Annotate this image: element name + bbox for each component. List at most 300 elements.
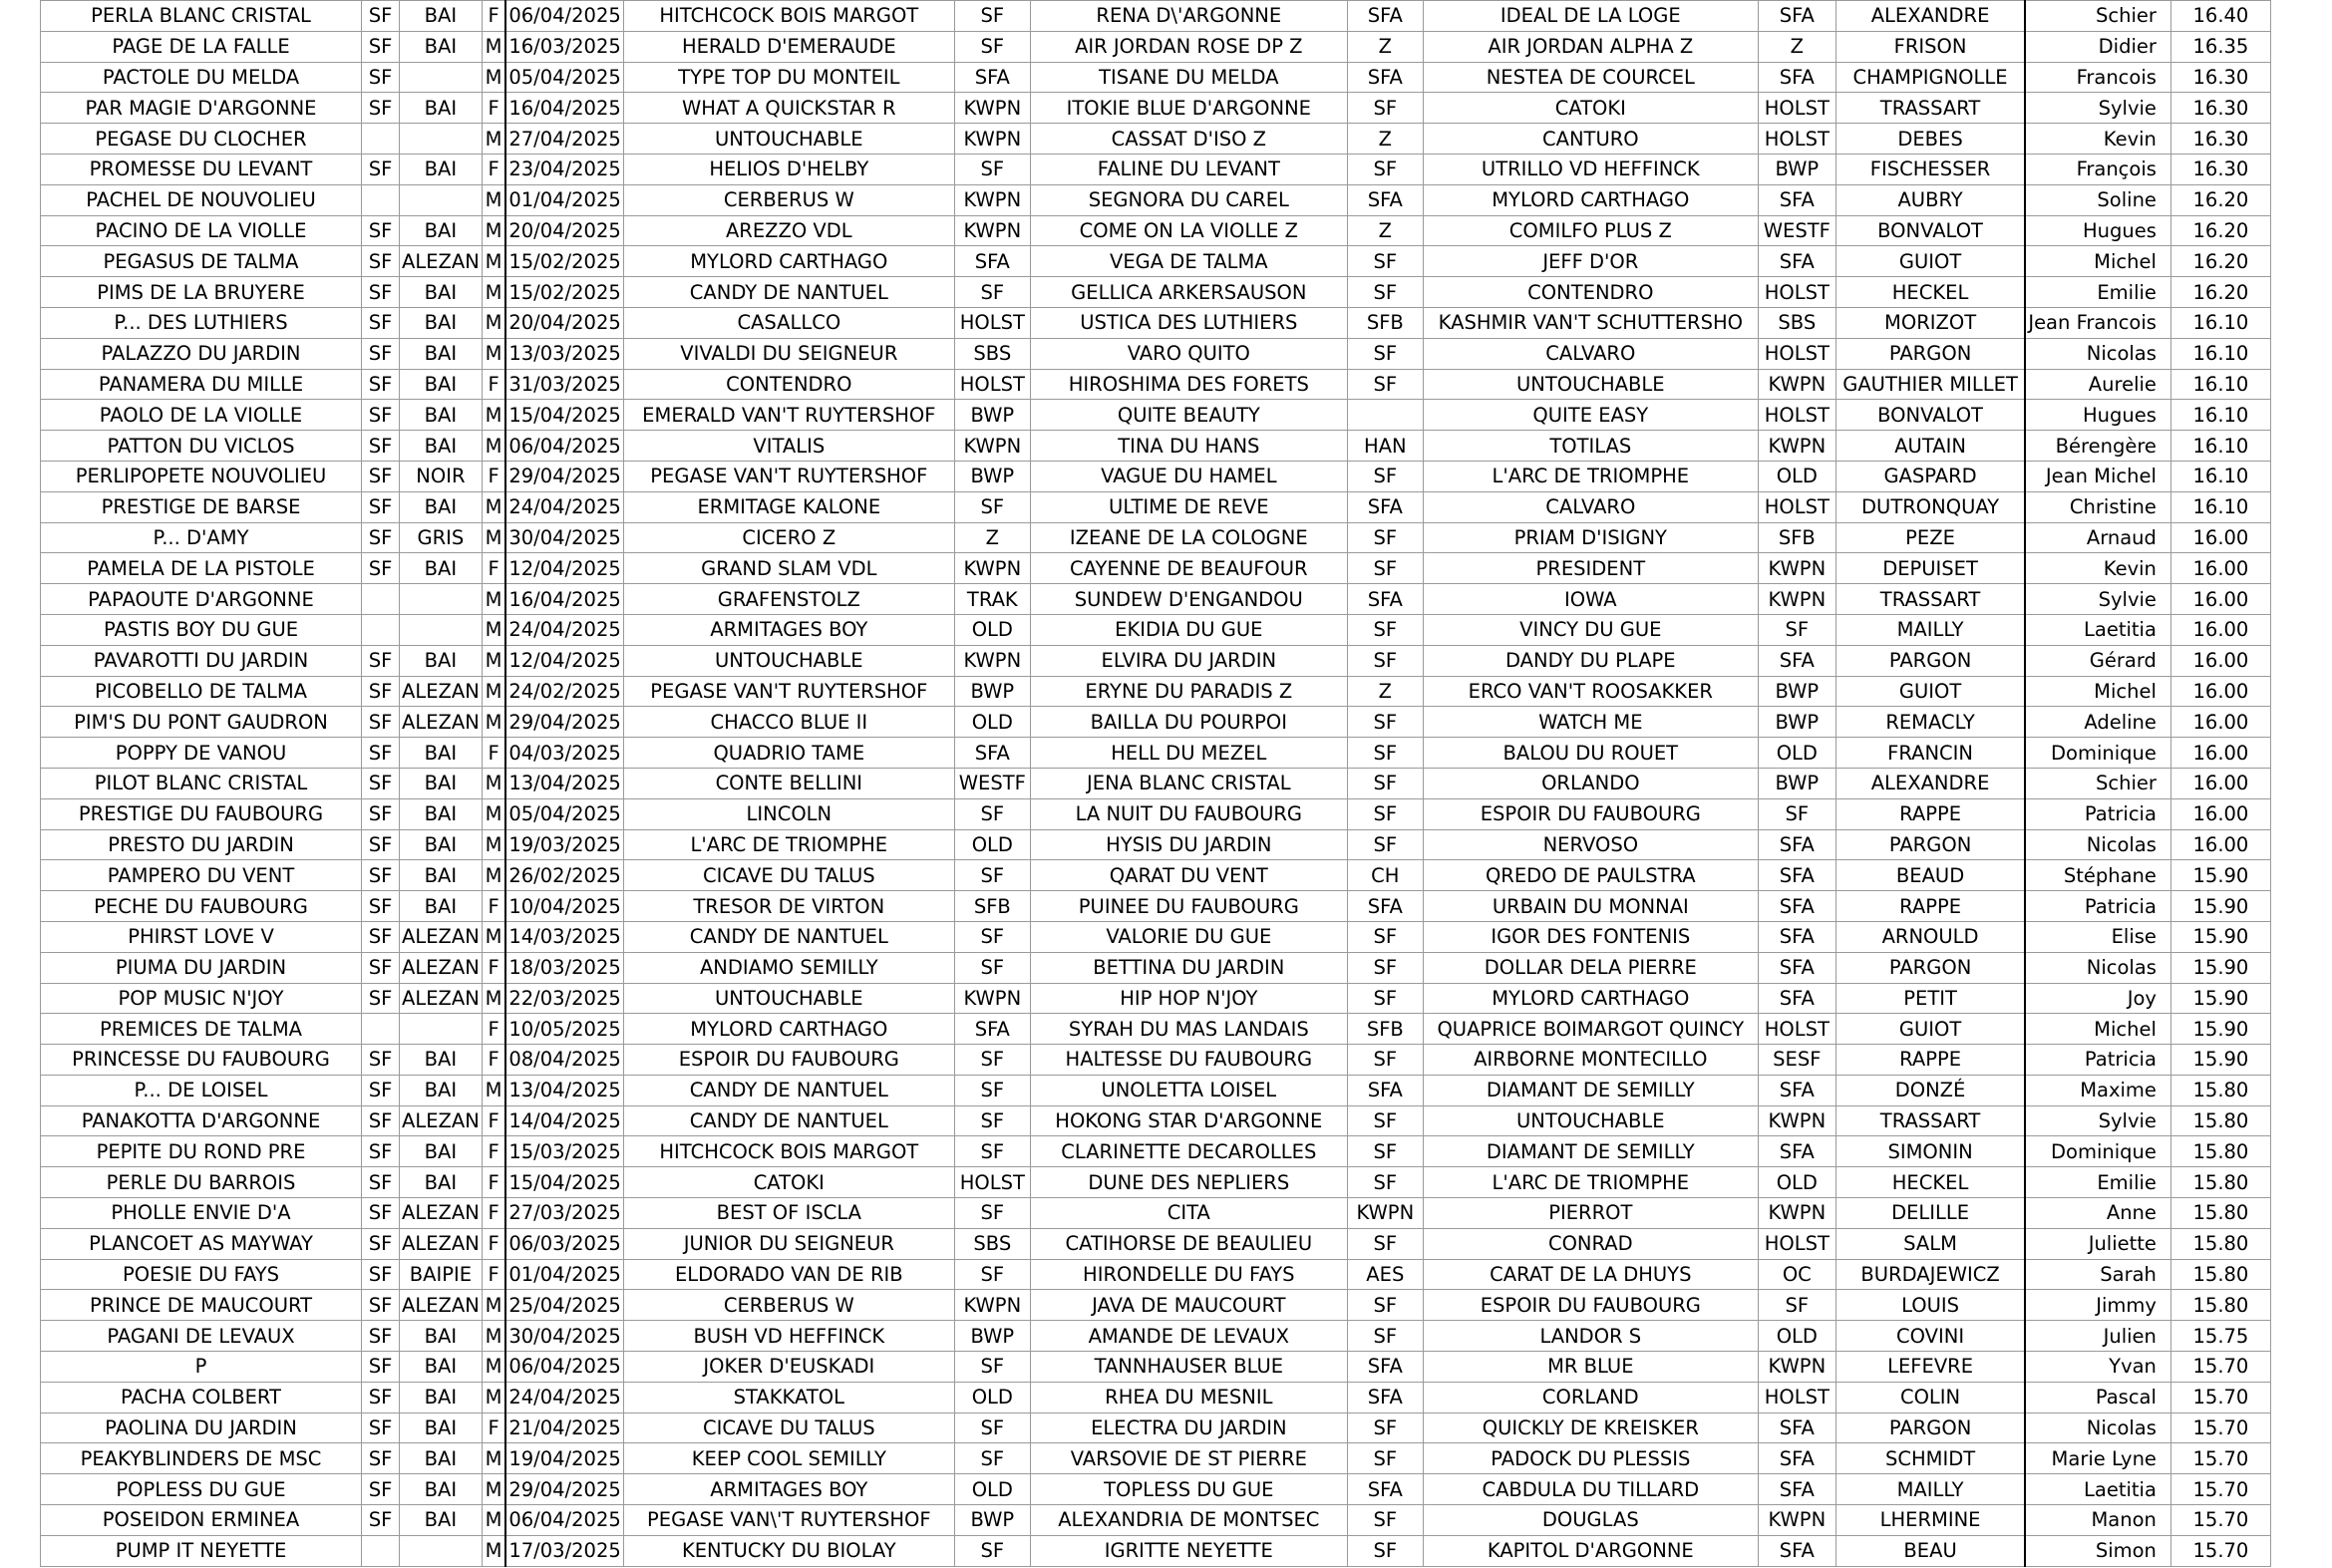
- cell-birth-date: 10/05/2025: [505, 1014, 623, 1045]
- cell-breed: SF: [362, 921, 400, 952]
- cell-horse-name: PREMICES DE TALMA: [41, 1014, 362, 1045]
- cell-dam-sire: PADOCK DU PLESSIS: [1423, 1443, 1758, 1474]
- cell-dam-sire-breed: SFA: [1758, 829, 1835, 860]
- cell-sex: M: [482, 246, 505, 277]
- cell-horse-name: P... DES LUTHIERS: [41, 307, 362, 338]
- cell-coat: [400, 1014, 483, 1045]
- cell-breeder-firstname: Sarah: [2025, 1259, 2170, 1290]
- cell-dam: ELECTRA DU JARDIN: [1030, 1412, 1347, 1443]
- cell-sire: ELDORADO VAN DE RIB: [623, 1259, 954, 1290]
- cell-sire: CERBERUS W: [623, 1290, 954, 1321]
- cell-dam-breed: SF: [1347, 1535, 1423, 1566]
- table-row: [41, 522, 2271, 553]
- cell-horse-name: PAOLO DE LA VIOLLE: [41, 400, 362, 431]
- cell-dam-sire: LANDOR S: [1423, 1321, 1758, 1352]
- cell-breed: SF: [362, 1474, 400, 1505]
- cell-sex: M: [482, 62, 505, 93]
- cell-dam-sire-breed: HOLST: [1758, 124, 1835, 155]
- cell-breed: SF: [362, 829, 400, 860]
- cell-horse-name: PEAKYBLINDERS DE MSC: [41, 1443, 362, 1474]
- table-row: [41, 1321, 2271, 1352]
- cell-sex: M: [482, 645, 505, 676]
- cell-breeder-name: RAPPE: [1835, 798, 2025, 829]
- cell-dam: HELL DU MEZEL: [1030, 738, 1347, 769]
- cell-birth-date: 24/02/2025: [505, 676, 623, 707]
- cell-dam-sire-breed: SFA: [1758, 1474, 1835, 1505]
- cell-birth-date: 22/03/2025: [505, 983, 623, 1014]
- cell-horse-name: PANAMERA DU MILLE: [41, 369, 362, 400]
- cell-score: 15.80: [2170, 1198, 2270, 1229]
- cell-birth-date: 01/04/2025: [505, 184, 623, 215]
- cell-sex: M: [482, 1535, 505, 1566]
- cell-dam-breed: SFA: [1347, 491, 1423, 522]
- cell-score: 15.90: [2170, 983, 2270, 1014]
- cell-dam-sire: IDEAL DE LA LOGE: [1423, 1, 1758, 32]
- cell-sire-breed: OLD: [954, 1382, 1030, 1412]
- cell-sire: AREZZO VDL: [623, 215, 954, 246]
- cell-birth-date: 17/03/2025: [505, 1535, 623, 1566]
- table-row: [41, 154, 2271, 184]
- cell-score: 16.00: [2170, 738, 2270, 769]
- cell-birth-date: 08/04/2025: [505, 1045, 623, 1076]
- cell-breeder-name: HECKEL: [1835, 1167, 2025, 1198]
- cell-dam-sire-breed: SFA: [1758, 1075, 1835, 1105]
- cell-dam-breed: SF: [1347, 338, 1423, 369]
- cell-birth-date: 01/04/2025: [505, 1259, 623, 1290]
- cell-breeder-name: GASPARD: [1835, 461, 2025, 491]
- cell-breeder-name: HECKEL: [1835, 277, 2025, 308]
- cell-dam-breed: SF: [1347, 1321, 1423, 1352]
- cell-horse-name: PALAZZO DU JARDIN: [41, 338, 362, 369]
- cell-sire-breed: SF: [954, 1259, 1030, 1290]
- cell-dam-sire: TOTILAS: [1423, 431, 1758, 462]
- cell-breeder-name: COVINI: [1835, 1321, 2025, 1352]
- cell-coat: [400, 184, 483, 215]
- cell-breeder-name: PARGON: [1835, 645, 2025, 676]
- cell-breed: SF: [362, 553, 400, 584]
- cell-breed: SF: [362, 1259, 400, 1290]
- cell-breed: SF: [362, 860, 400, 891]
- cell-coat: BAI: [400, 307, 483, 338]
- cell-sire: ERMITAGE KALONE: [623, 491, 954, 522]
- table-row: [41, 983, 2271, 1014]
- cell-breeder-name: DUTRONQUAY: [1835, 491, 2025, 522]
- cell-dam: CASSAT D'ISO Z: [1030, 124, 1347, 155]
- cell-dam-sire: DIAMANT DE SEMILLY: [1423, 1075, 1758, 1105]
- cell-dam-sire: VINCY DU GUE: [1423, 614, 1758, 645]
- cell-sire: UNTOUCHABLE: [623, 983, 954, 1014]
- cell-dam-sire: BALOU DU ROUET: [1423, 738, 1758, 769]
- cell-dam: VARO QUITO: [1030, 338, 1347, 369]
- cell-horse-name: PAR MAGIE D'ARGONNE: [41, 93, 362, 124]
- cell-sire-breed: OLD: [954, 829, 1030, 860]
- cell-dam: VAGUE DU HAMEL: [1030, 461, 1347, 491]
- cell-dam-sire-breed: SFA: [1758, 246, 1835, 277]
- cell-birth-date: 13/04/2025: [505, 768, 623, 798]
- cell-sex: M: [482, 522, 505, 553]
- cell-dam: VALORIE DU GUE: [1030, 921, 1347, 952]
- cell-sex: M: [482, 707, 505, 738]
- cell-sire-breed: SFA: [954, 738, 1030, 769]
- cell-birth-date: 29/04/2025: [505, 707, 623, 738]
- cell-dam-sire: QREDO DE PAULSTRA: [1423, 860, 1758, 891]
- cell-birth-date: 16/04/2025: [505, 93, 623, 124]
- cell-sire-breed: SF: [954, 860, 1030, 891]
- table-row: [41, 307, 2271, 338]
- cell-breed: SF: [362, 369, 400, 400]
- cell-dam-sire: JEFF D'OR: [1423, 246, 1758, 277]
- cell-score: 15.70: [2170, 1382, 2270, 1412]
- cell-breed: SF: [362, 798, 400, 829]
- cell-breeder-name: PETIT: [1835, 983, 2025, 1014]
- cell-breed: SF: [362, 93, 400, 124]
- cell-horse-name: PHOLLE ENVIE D'A: [41, 1198, 362, 1229]
- cell-dam: IGRITTE NEYETTE: [1030, 1535, 1347, 1566]
- cell-dam: SYRAH DU MAS LANDAIS: [1030, 1014, 1347, 1045]
- cell-birth-date: 12/04/2025: [505, 645, 623, 676]
- cell-breeder-name: PARGON: [1835, 829, 2025, 860]
- cell-dam-sire: CONTENDRO: [1423, 277, 1758, 308]
- cell-breed: SF: [362, 768, 400, 798]
- cell-sex: M: [482, 31, 505, 62]
- table-row: [41, 1045, 2271, 1076]
- cell-dam-sire: AIRBORNE MONTECILLO: [1423, 1045, 1758, 1076]
- cell-breeder-firstname: Nicolas: [2025, 952, 2170, 983]
- cell-breeder-name: DEBES: [1835, 124, 2025, 155]
- cell-breed: SF: [362, 1167, 400, 1198]
- cell-breeder-firstname: Kevin: [2025, 553, 2170, 584]
- cell-dam-breed: SF: [1347, 1290, 1423, 1321]
- cell-coat: ALEZAN: [400, 1105, 483, 1136]
- cell-score: 16.20: [2170, 246, 2270, 277]
- cell-coat: ALEZAN: [400, 676, 483, 707]
- cell-breed: SF: [362, 952, 400, 983]
- cell-dam-sire-breed: SFA: [1758, 1136, 1835, 1167]
- table-row: [41, 215, 2271, 246]
- cell-dam-breed: SF: [1347, 1105, 1423, 1136]
- cell-dam-breed: SF: [1347, 738, 1423, 769]
- cell-breed: SF: [362, 1, 400, 32]
- cell-sire-breed: SFA: [954, 62, 1030, 93]
- cell-coat: BAI: [400, 798, 483, 829]
- cell-dam-sire-breed: HOLST: [1758, 491, 1835, 522]
- cell-breeder-firstname: Joy: [2025, 983, 2170, 1014]
- cell-breeder-name: BEAUD: [1835, 860, 2025, 891]
- cell-dam: CATIHORSE DE BEAULIEU: [1030, 1228, 1347, 1259]
- cell-dam-breed: SF: [1347, 1136, 1423, 1167]
- cell-horse-name: PIUMA DU JARDIN: [41, 952, 362, 983]
- cell-breeder-name: BONVALOT: [1835, 400, 2025, 431]
- table-row: [41, 798, 2271, 829]
- cell-sire: KEEP COOL SEMILLY: [623, 1443, 954, 1474]
- cell-score: 16.10: [2170, 431, 2270, 462]
- cell-dam-breed: SF: [1347, 952, 1423, 983]
- cell-horse-name: POPLESS DU GUE: [41, 1474, 362, 1505]
- cell-birth-date: 29/04/2025: [505, 1474, 623, 1505]
- cell-dam-sire: IOWA: [1423, 584, 1758, 615]
- cell-dam: CAYENNE DE BEAUFOUR: [1030, 553, 1347, 584]
- cell-breeder-name: REMACLY: [1835, 707, 2025, 738]
- cell-breed: SF: [362, 738, 400, 769]
- cell-breeder-firstname: Patricia: [2025, 891, 2170, 922]
- cell-sire-breed: KWPN: [954, 215, 1030, 246]
- cell-coat: ALEZAN: [400, 1228, 483, 1259]
- cell-dam-sire: CALVARO: [1423, 338, 1758, 369]
- cell-dam-breed: SFA: [1347, 62, 1423, 93]
- cell-dam: HALTESSE DU FAUBOURG: [1030, 1045, 1347, 1076]
- cell-dam-sire: UNTOUCHABLE: [1423, 369, 1758, 400]
- cell-coat: BAIPIE: [400, 1259, 483, 1290]
- cell-dam-breed: SF: [1347, 1505, 1423, 1536]
- cell-sex: F: [482, 369, 505, 400]
- cell-score: 16.00: [2170, 614, 2270, 645]
- cell-sire-breed: KWPN: [954, 184, 1030, 215]
- cell-sire-breed: OLD: [954, 1474, 1030, 1505]
- cell-birth-date: 15/03/2025: [505, 1136, 623, 1167]
- cell-sire-breed: SBS: [954, 338, 1030, 369]
- cell-breeder-name: LHERMINE: [1835, 1505, 2025, 1536]
- cell-breeder-firstname: Sylvie: [2025, 1105, 2170, 1136]
- cell-dam-breed: HAN: [1347, 431, 1423, 462]
- cell-coat: BAI: [400, 1505, 483, 1536]
- cell-dam-sire: IGOR DES FONTENIS: [1423, 921, 1758, 952]
- cell-dam-sire-breed: HOLST: [1758, 1382, 1835, 1412]
- cell-sire-breed: BWP: [954, 400, 1030, 431]
- cell-sire: CHACCO BLUE II: [623, 707, 954, 738]
- cell-dam-sire: MR BLUE: [1423, 1352, 1758, 1383]
- table-row: [41, 829, 2271, 860]
- cell-breed: [362, 1535, 400, 1566]
- cell-breeder-firstname: Patricia: [2025, 798, 2170, 829]
- cell-score: 16.00: [2170, 584, 2270, 615]
- table-row: [41, 124, 2271, 155]
- table-row: [41, 1505, 2271, 1536]
- cell-dam-sire: UNTOUCHABLE: [1423, 1105, 1758, 1136]
- cell-score: 16.10: [2170, 461, 2270, 491]
- cell-breeder-firstname: Nicolas: [2025, 829, 2170, 860]
- table-row: [41, 338, 2271, 369]
- table-row: [41, 1075, 2271, 1105]
- cell-sire: EMERALD VAN'T RUYTERSHOF: [623, 400, 954, 431]
- cell-sire-breed: SF: [954, 1443, 1030, 1474]
- cell-dam-sire: DANDY DU PLAPE: [1423, 645, 1758, 676]
- cell-sire-breed: SF: [954, 277, 1030, 308]
- cell-sire-breed: SF: [954, 31, 1030, 62]
- cell-breed: SF: [362, 1412, 400, 1443]
- cell-sex: M: [482, 584, 505, 615]
- cell-breeder-firstname: Sylvie: [2025, 93, 2170, 124]
- cell-breeder-firstname: Emilie: [2025, 277, 2170, 308]
- cell-breeder-name: RAPPE: [1835, 1045, 2025, 1076]
- cell-dam-sire-breed: OLD: [1758, 1167, 1835, 1198]
- cell-breeder-firstname: Kevin: [2025, 124, 2170, 155]
- cell-horse-name: PECHE DU FAUBOURG: [41, 891, 362, 922]
- cell-sire-breed: SFA: [954, 1014, 1030, 1045]
- cell-coat: [400, 1535, 483, 1566]
- cell-coat: BAI: [400, 215, 483, 246]
- cell-dam-breed: SF: [1347, 829, 1423, 860]
- cell-sex: F: [482, 1, 505, 32]
- cell-dam-sire-breed: Z: [1758, 31, 1835, 62]
- cell-breeder-firstname: Michel: [2025, 246, 2170, 277]
- cell-dam-sire-breed: HOLST: [1758, 400, 1835, 431]
- cell-dam: BETTINA DU JARDIN: [1030, 952, 1347, 983]
- cell-breed: SF: [362, 676, 400, 707]
- cell-dam-sire: ORLANDO: [1423, 768, 1758, 798]
- cell-birth-date: 30/04/2025: [505, 1321, 623, 1352]
- cell-dam-sire-breed: SFB: [1758, 522, 1835, 553]
- cell-dam-breed: SF: [1347, 461, 1423, 491]
- cell-sire: L'ARC DE TRIOMPHE: [623, 829, 954, 860]
- cell-sire-breed: OLD: [954, 707, 1030, 738]
- cell-breeder-name: BEAU: [1835, 1535, 2025, 1566]
- cell-dam-sire: CABDULA DU TILLARD: [1423, 1474, 1758, 1505]
- cell-dam: AIR JORDAN ROSE DP Z: [1030, 31, 1347, 62]
- cell-dam-sire-breed: BWP: [1758, 768, 1835, 798]
- cell-breed: SF: [362, 983, 400, 1014]
- cell-dam-sire: KAPITOL D'ARGONNE: [1423, 1535, 1758, 1566]
- cell-coat: BAI: [400, 31, 483, 62]
- cell-breed: SF: [362, 1105, 400, 1136]
- cell-dam-sire: CARAT DE LA DHUYS: [1423, 1259, 1758, 1290]
- cell-breed: SF: [362, 277, 400, 308]
- cell-sire: WHAT A QUICKSTAR R: [623, 93, 954, 124]
- cell-dam: COME ON LA VIOLLE Z: [1030, 215, 1347, 246]
- table-row: [41, 1474, 2271, 1505]
- cell-breed: SF: [362, 31, 400, 62]
- cell-sire-breed: BWP: [954, 676, 1030, 707]
- cell-birth-date: 15/04/2025: [505, 400, 623, 431]
- cell-dam-sire: NERVOSO: [1423, 829, 1758, 860]
- cell-horse-name: PRESTIGE DE BARSE: [41, 491, 362, 522]
- cell-birth-date: 06/03/2025: [505, 1228, 623, 1259]
- cell-coat: GRIS: [400, 522, 483, 553]
- cell-sex: M: [482, 1443, 505, 1474]
- cell-horse-name: PROMESSE DU LEVANT: [41, 154, 362, 184]
- cell-breeder-name: DONZÉ: [1835, 1075, 2025, 1105]
- cell-sire: PEGASE VAN\'T RUYTERSHOF: [623, 1505, 954, 1536]
- table-row: [41, 1014, 2271, 1045]
- cell-horse-name: PAMPERO DU VENT: [41, 860, 362, 891]
- cell-sex: F: [482, 461, 505, 491]
- cell-birth-date: 24/04/2025: [505, 491, 623, 522]
- table-row: [41, 93, 2271, 124]
- cell-sex: F: [482, 154, 505, 184]
- cell-sire: PEGASE VAN'T RUYTERSHOF: [623, 676, 954, 707]
- cell-breeder-name: ARNOULD: [1835, 921, 2025, 952]
- cell-sire: JUNIOR DU SEIGNEUR: [623, 1228, 954, 1259]
- cell-coat: [400, 614, 483, 645]
- cell-dam-sire-breed: SFA: [1758, 1443, 1835, 1474]
- cell-breed: SF: [362, 1290, 400, 1321]
- cell-dam-sire: CONRAD: [1423, 1228, 1758, 1259]
- cell-birth-date: 25/04/2025: [505, 1290, 623, 1321]
- cell-sex: M: [482, 1505, 505, 1536]
- table-row: [41, 584, 2271, 615]
- cell-horse-name: PLANCOET AS MAYWAY: [41, 1228, 362, 1259]
- cell-breed: [362, 614, 400, 645]
- cell-dam-sire-breed: SFA: [1758, 62, 1835, 93]
- cell-score: 15.80: [2170, 1290, 2270, 1321]
- cell-score: 15.75: [2170, 1321, 2270, 1352]
- cell-breeder-firstname: Schier: [2025, 768, 2170, 798]
- cell-sire-breed: Z: [954, 522, 1030, 553]
- cell-score: 15.70: [2170, 1443, 2270, 1474]
- cell-horse-name: POP MUSIC N'JOY: [41, 983, 362, 1014]
- cell-breeder-firstname: Schier: [2025, 1, 2170, 32]
- cell-coat: BAI: [400, 93, 483, 124]
- horse-ranking-table: [40, 0, 2271, 1567]
- cell-breeder-name: ALEXANDRE: [1835, 768, 2025, 798]
- cell-score: 16.00: [2170, 645, 2270, 676]
- cell-horse-name: P... DE LOISEL: [41, 1075, 362, 1105]
- cell-dam-sire: CATOKI: [1423, 93, 1758, 124]
- cell-dam: TISANE DU MELDA: [1030, 62, 1347, 93]
- table-row: [41, 645, 2271, 676]
- cell-dam-sire: L'ARC DE TRIOMPHE: [1423, 1167, 1758, 1198]
- cell-dam: ERYNE DU PARADIS Z: [1030, 676, 1347, 707]
- cell-dam-breed: SFA: [1347, 184, 1423, 215]
- cell-dam: EKIDIA DU GUE: [1030, 614, 1347, 645]
- cell-sire: CANDY DE NANTUEL: [623, 921, 954, 952]
- cell-sex: F: [482, 952, 505, 983]
- cell-sex: M: [482, 1290, 505, 1321]
- table-row: [41, 614, 2271, 645]
- cell-sire-breed: HOLST: [954, 369, 1030, 400]
- cell-breeder-firstname: Jean Michel: [2025, 461, 2170, 491]
- cell-birth-date: 13/04/2025: [505, 1075, 623, 1105]
- cell-horse-name: PEGASE DU CLOCHER: [41, 124, 362, 155]
- cell-sire: TRESOR DE VIRTON: [623, 891, 954, 922]
- cell-dam-sire-breed: BWP: [1758, 676, 1835, 707]
- cell-sire-breed: SF: [954, 952, 1030, 983]
- cell-sex: F: [482, 553, 505, 584]
- cell-score: 16.00: [2170, 522, 2270, 553]
- cell-dam-sire-breed: KWPN: [1758, 1198, 1835, 1229]
- cell-horse-name: PRESTO DU JARDIN: [41, 829, 362, 860]
- cell-coat: BAI: [400, 154, 483, 184]
- cell-dam-sire-breed: SF: [1758, 1290, 1835, 1321]
- cell-horse-name: PERLIPOPETE NOUVOLIEU: [41, 461, 362, 491]
- cell-breeder-firstname: Emilie: [2025, 1167, 2170, 1198]
- cell-sire: CERBERUS W: [623, 184, 954, 215]
- cell-breed: SF: [362, 1505, 400, 1536]
- cell-sex: M: [482, 1474, 505, 1505]
- cell-score: 15.90: [2170, 1014, 2270, 1045]
- cell-breeder-firstname: Aurelie: [2025, 369, 2170, 400]
- cell-coat: [400, 124, 483, 155]
- cell-breeder-name: FRISON: [1835, 31, 2025, 62]
- table-row: [41, 491, 2271, 522]
- cell-sire-breed: SFA: [954, 246, 1030, 277]
- cell-score: 15.90: [2170, 1045, 2270, 1076]
- table-row: [41, 1105, 2271, 1136]
- cell-breeder-name: FRANCIN: [1835, 738, 2025, 769]
- cell-dam-breed: SFA: [1347, 1474, 1423, 1505]
- cell-breeder-firstname: Jean Francois: [2025, 307, 2170, 338]
- cell-birth-date: 27/03/2025: [505, 1198, 623, 1229]
- cell-birth-date: 12/04/2025: [505, 553, 623, 584]
- cell-birth-date: 10/04/2025: [505, 891, 623, 922]
- cell-breeder-name: TRASSART: [1835, 584, 2025, 615]
- cell-dam: CLARINETTE DECAROLLES: [1030, 1136, 1347, 1167]
- cell-sire-breed: SF: [954, 798, 1030, 829]
- cell-sire-breed: BWP: [954, 1321, 1030, 1352]
- cell-sire-breed: KWPN: [954, 983, 1030, 1014]
- cell-dam-sire-breed: SFA: [1758, 645, 1835, 676]
- cell-dam-breed: SF: [1347, 93, 1423, 124]
- cell-sex: F: [482, 1198, 505, 1229]
